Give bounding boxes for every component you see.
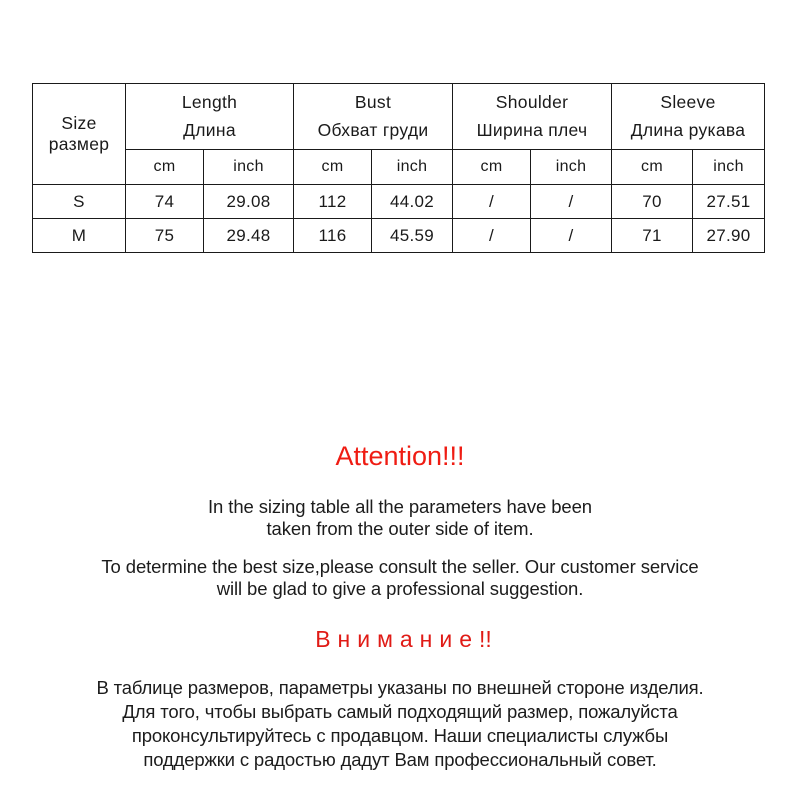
cell-m-sleeve-inch: 27.90 bbox=[693, 219, 765, 253]
header-unit-sleeve-inch: inch bbox=[693, 150, 765, 185]
english-notice-line: taken from the outer side of item. bbox=[266, 517, 534, 539]
vnimanie-word: Внимание bbox=[315, 625, 480, 652]
english-notice-paragraph-2 bbox=[0, 556, 800, 599]
row-size-s: S bbox=[33, 185, 126, 219]
cell-m-length-inch: 29.48 bbox=[204, 219, 294, 253]
cell-s-shoulder-inch: / bbox=[531, 185, 612, 219]
cell-s-sleeve-cm: 70 bbox=[612, 185, 693, 219]
cell-s-shoulder-cm: / bbox=[453, 185, 531, 219]
header-unit-bust-inch: inch bbox=[372, 150, 453, 185]
header-sleeve-ru: Длина рукава bbox=[630, 119, 746, 140]
english-notice-paragraph-1 bbox=[0, 496, 800, 539]
size-chart-table-container bbox=[32, 83, 764, 253]
notice-section bbox=[0, 443, 800, 772]
header-shoulder-ru: Ширина плеч bbox=[476, 119, 588, 140]
header-cell-bust bbox=[294, 84, 453, 150]
vnimanie-exclamations: !! bbox=[479, 625, 492, 652]
cell-m-sleeve-cm: 71 bbox=[612, 219, 693, 253]
cell-s-length-cm: 74 bbox=[126, 185, 204, 219]
cell-s-length-inch: 29.08 bbox=[204, 185, 294, 219]
size-chart-table bbox=[32, 83, 765, 253]
header-shoulder-en: Shoulder bbox=[495, 92, 569, 113]
cell-m-shoulder-cm: / bbox=[453, 219, 531, 253]
cell-m-bust-inch: 45.59 bbox=[372, 219, 453, 253]
english-notice-line: In the sizing table all the parameters have been bbox=[208, 496, 592, 517]
header-unit-shoulder-cm: cm bbox=[453, 150, 531, 185]
header-bust-ru: Обхват груди bbox=[317, 119, 429, 140]
header-size-en: Size bbox=[61, 113, 97, 133]
row-size-m: M bbox=[33, 219, 126, 253]
header-sleeve-en: Sleeve bbox=[660, 92, 716, 113]
table-header-row-units bbox=[33, 150, 765, 185]
vnimanie-heading bbox=[0, 625, 800, 652]
header-bust-en: Bust bbox=[354, 92, 392, 113]
header-unit-length-inch: inch bbox=[204, 150, 294, 185]
english-notice-line: will be glad to give a professional suggestion. bbox=[216, 577, 584, 599]
header-unit-length-cm: cm bbox=[126, 150, 204, 185]
table-row bbox=[33, 219, 765, 253]
header-length-ru: Длина bbox=[183, 119, 236, 140]
cell-m-length-cm: 75 bbox=[126, 219, 204, 253]
header-cell-shoulder bbox=[453, 84, 612, 150]
header-length-en: Length bbox=[181, 92, 238, 113]
russian-notice-line: В таблице размеров, параметры указаны по внешней стороне изделия. bbox=[96, 676, 704, 698]
header-cell-size bbox=[33, 84, 126, 185]
english-notice-line: To determine the best size,please consult the seller. Our customer service bbox=[101, 556, 699, 578]
header-cell-sleeve bbox=[612, 84, 765, 150]
russian-notice-line: Для того, чтобы выбрать самый подходящий размер, пожалуйста bbox=[122, 700, 678, 722]
cell-s-sleeve-inch: 27.51 bbox=[693, 185, 765, 219]
table-row bbox=[33, 185, 765, 219]
russian-notice-line: проконсультируйтесь с продавцом. Наши специалисты службы bbox=[131, 724, 669, 746]
russian-notice-line: поддержки с радостью дадут Вам профессиональный совет. bbox=[143, 748, 657, 770]
header-unit-sleeve-cm: cm bbox=[612, 150, 693, 185]
cell-m-shoulder-inch: / bbox=[531, 219, 612, 253]
russian-notice-paragraph bbox=[0, 676, 800, 772]
cell-m-bust-cm: 116 bbox=[294, 219, 372, 253]
cell-s-bust-cm: 112 bbox=[294, 185, 372, 219]
header-unit-bust-cm: cm bbox=[294, 150, 372, 185]
attention-heading: Attention!!! bbox=[335, 441, 465, 471]
header-cell-length bbox=[126, 84, 294, 150]
table-header-row-groups bbox=[33, 84, 765, 150]
header-size-ru: размер bbox=[48, 134, 110, 154]
header-unit-shoulder-inch: inch bbox=[531, 150, 612, 185]
cell-s-bust-inch: 44.02 bbox=[372, 185, 453, 219]
